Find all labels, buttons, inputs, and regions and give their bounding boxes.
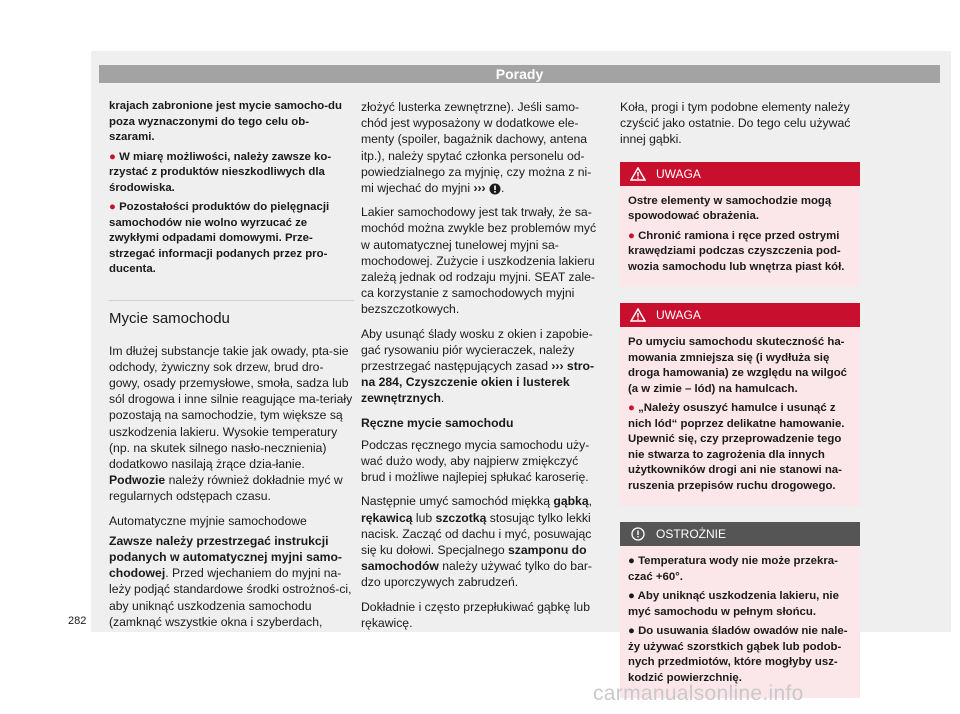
section-title: Mycie samochodu: [109, 300, 354, 329]
warning-box: [620, 162, 860, 288]
intro-note: ● Pozostałości produktów do pielęgnacji samochodów nie wolno wyrzucać ze zwykłymi odpadami domowymi. Prze-strzegać informacji podanych przez pro-ducenta.: [109, 201, 330, 275]
page-number: 282: [68, 615, 87, 627]
list-item: ● Aby uniknąć uszkodzenia lakieru, nie myć samochodu w pełnym słońcu.: [628, 590, 839, 618]
caution-body: [620, 546, 860, 698]
info-circle-icon: [630, 527, 646, 541]
intro-note: ● W miarę możliwości, należy zawsze ko-rzystać z produktów nieszkodliwych dla środowiska.: [109, 150, 332, 194]
warning-body: Ostre elementy w samochodzie mogą spowodować obrażenia. ● Chronić ramiona i ręce przed ostrymi krawędziami podczas czyszczenia pod-wozia samochodu lub wnętrza piast kół.: [628, 194, 845, 273]
list-item: ● Temperatura wody nie może przekra-czać +60°.: [628, 555, 838, 583]
bullet-icon: ●: [628, 229, 635, 242]
paragraph: Podczas ręcznego mycia samochodu uży-wać dużo wody, aby najpierw zmiękczyć brud i możliwe najlepiej spłukać karoserię.: [361, 437, 590, 485]
warning-header: UWAGA: [620, 162, 860, 186]
subheading: Ręczne mycie samochodu: [361, 415, 514, 430]
warning-triangle-icon: [630, 308, 646, 322]
intro-notes: [109, 99, 354, 278]
column-left: [109, 99, 354, 638]
warning-box: [620, 303, 860, 506]
watermark: carmanualsonline.info: [593, 682, 804, 705]
warning-header: UWAGA: [620, 303, 860, 327]
warning-body: Po umyciu samochodu skuteczność ha-mowania zmniejsza się (i wydłuża się droga hamowania) ze względu na wilgoć (a w zimie – lód) na hamulcach. ● „Należy osuszyć hamulce i usunąć z nich lód“ poprzez delikatne hamowanie. Upewnić się, czy przeprowadzenie tego nie stwarza to zagrożenia dla innych użytkowników drogi ani nie stanowi na-ruszenia przepisów ruchu drogowego.: [628, 336, 847, 492]
warning-triangle-icon: [630, 167, 646, 181]
paragraph: Koła, progi i tym podobne elementy należy czyścić jako ostatnie. Do tego celu używać innej gąbki.: [620, 100, 851, 147]
bullet-icon: ●: [109, 201, 116, 213]
caution-header: OSTROŻNIE: [620, 522, 860, 546]
bullet-icon: ●: [109, 150, 116, 163]
warning-ref-icon: [489, 183, 501, 195]
column-right: [620, 99, 860, 714]
list-item: ● Do usuwania śladów owadów nie nale-ży używać szorstkich gąbek lub podob-nych przedmiotów, które mogłyby usz-kodzić powierzchnię.: [628, 625, 848, 684]
paragraph: Im dłużej substancje takie jak owady, pta-sie odchody, żywiczny sok drzew, brud dro-gowy, osady przemysłowe, smoła, sadza lub sól drogowa i inne silnie reagujące ma-teriały pozostają na samochodzie, tym większe są uszkodzenia lakieru. Wysokie temperatury (np. na skutek silnego nasło-necznienia) dodatkowo nasilają żrące dzia-łanie. Podwozie należy również dokładnie myć w regularnych odstępach czasu.: [109, 343, 353, 504]
paragraph: złożyć lusterka zewnętrzne). Jeśli samo-chód jest wyposażony w dodatkowe ele-menty (spoiler, bagażnik dachowy, antena itp.), należy spytać członka personelu od-powiedzialnego za myjnię, czy można z ni-mi wjechać do myjni ››› .: [361, 100, 592, 196]
bullet-icon: ●: [628, 402, 635, 415]
paragraph: Zawsze należy przestrzegać instrukcji podanych w automatycznej myjni samo-chodowej. Przed wjechaniem do myjni na-leży podjąć standardowe środki ostrożnoś-ci, aby uniknąć uszkodzenia samochodu (zamknąć wszystkie okna i szyberdach,: [109, 533, 352, 629]
paragraph: Następnie umyć samochód miękką gąbką, rękawicą lub szczotką stosując tylko lekki nacisk. Zacząć od dachu i myć, posuwając się ku dołowi. Specjalnego szamponu do samochodów należy używać tylko do bar-dzo uporczywych zabrudzeń.: [361, 494, 593, 590]
intro-note: krajach zabronione jest mycie samocho-du poza wyznaczonymi do tego celu ob-szarami.: [109, 100, 342, 143]
caution-box: [620, 522, 860, 698]
page-link[interactable]: ››› stro-na 284, Czyszczenie okien i lusterek zewnętrznych: [361, 359, 595, 406]
cross-reference[interactable]: ›››: [473, 181, 486, 196]
paragraph: Aby usunąć ślady wosku z okien i zapobie-gać rysowaniu piór wycieraczek, należy przestrzegać następujących zasad ››› stro-na 284, Czyszczenie okien i lusterek zewnętrznych.: [361, 326, 595, 406]
page-header: Porady: [99, 65, 940, 83]
paragraph: Lakier samochodowy jest tak trwały, że sa-mochód można zwykle bez problemów myć w automatycznej tunelowej myjni sa-mochodowej. Zużycie i uszkodzenia lakieru zależą jednak od rodzaju myjni. SEAT zale-ca korzystanie z samochodowych myjni bezszczotkowych.: [361, 205, 597, 317]
column-middle: [361, 99, 603, 639]
paragraph: Dokładnie i często przepłukiwać gąbkę lub rękawicę.: [361, 599, 590, 630]
subheading: Automatyczne myjnie samochodowe: [109, 513, 307, 528]
